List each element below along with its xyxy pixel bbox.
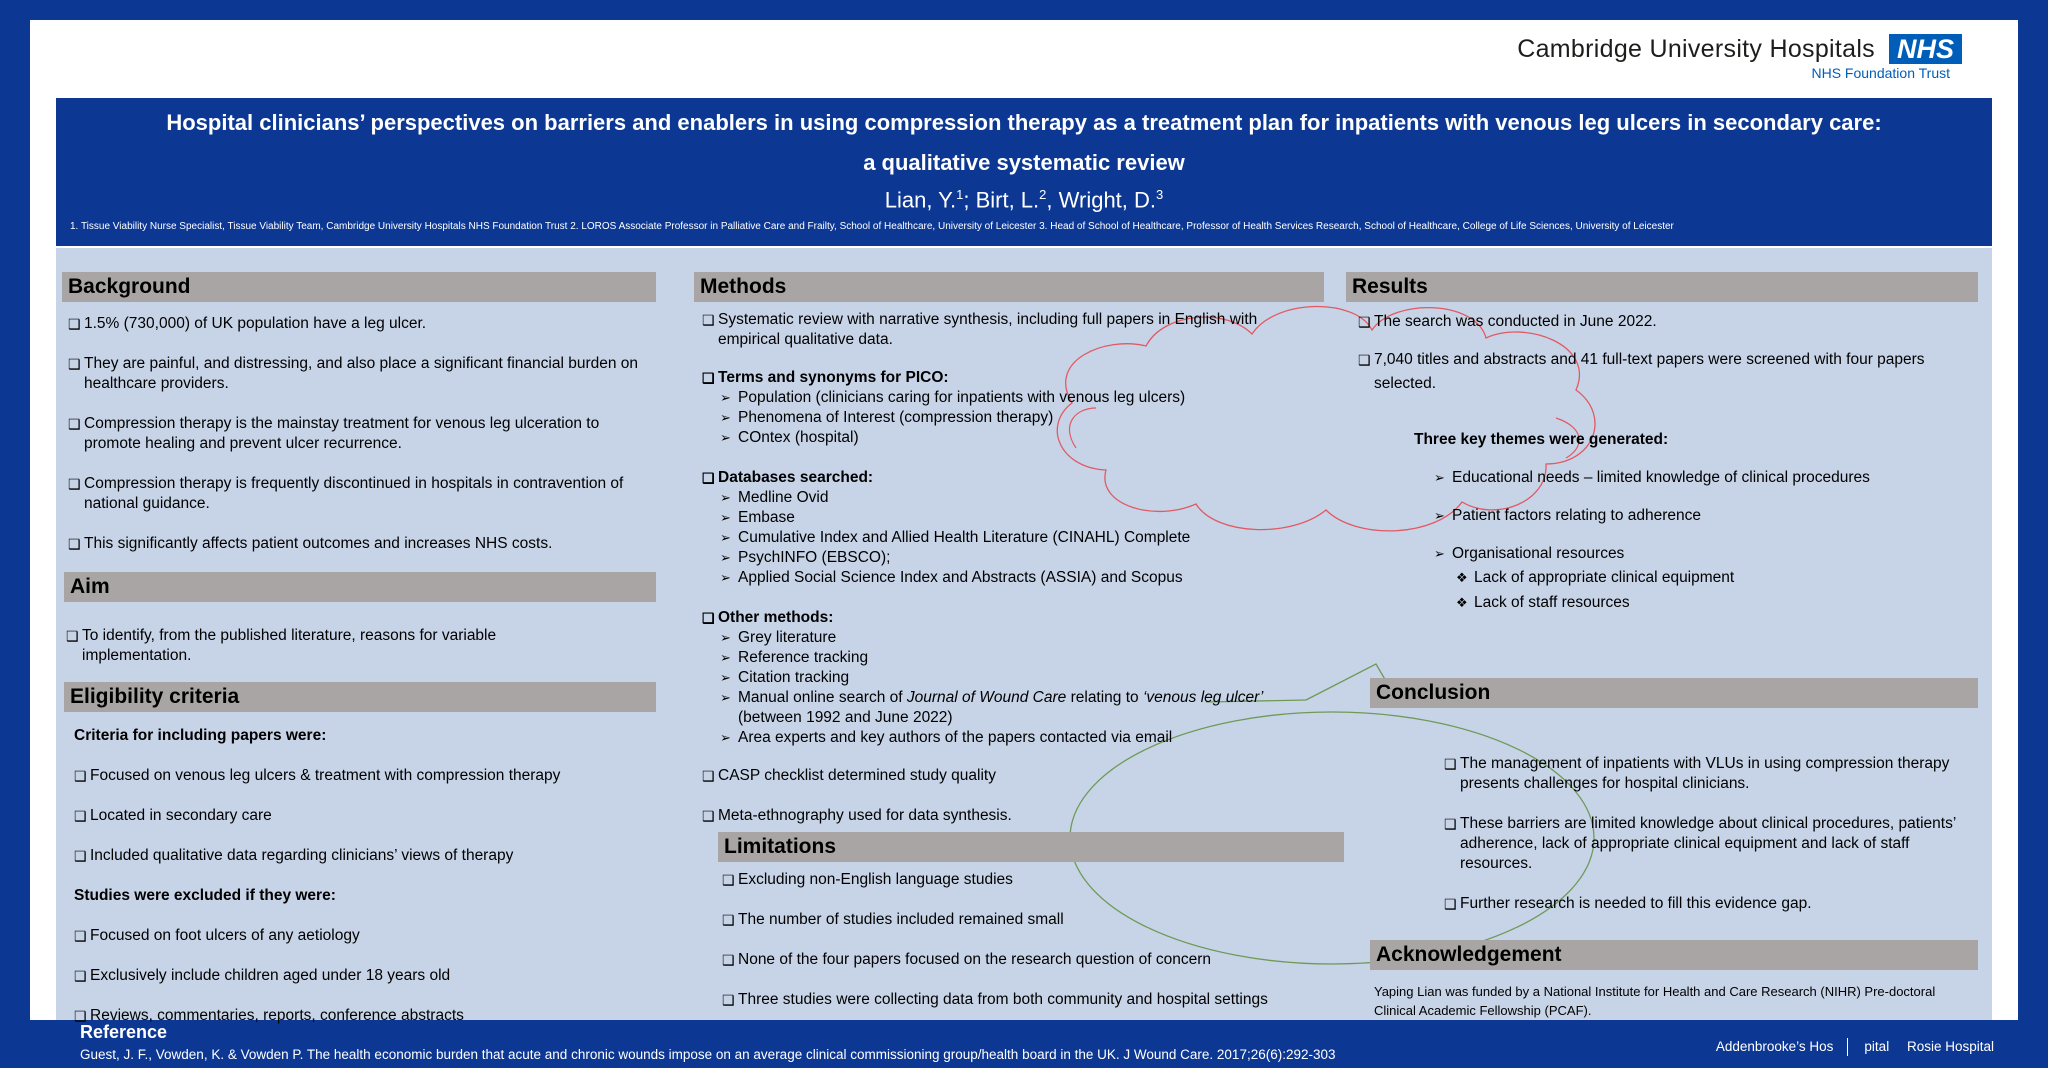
trust-logo [1517,34,1962,81]
checkbox-icon: ❑ [722,992,735,1008]
checkbox-icon: ❑ [702,312,715,328]
list-item: ❑ Compression therapy is the mainstay treatment for venous leg ulceration to promote healing and prevent ulcer recurrence. [68,415,600,452]
arrow-icon: ➢ [720,430,731,445]
arrow-icon: ➢ [720,670,731,685]
checkbox-icon: ❑ [68,416,81,432]
list-item: ❑ The number of studies included remained small [722,911,1064,928]
list-item: ➢ Area experts and key authors of the papers contacted via email [720,729,1173,746]
arrow-icon: ➢ [720,690,731,705]
list-item: ❑ These barriers are limited knowledge about clinical procedures, patients’ adherence, lack of appropriate clinical equipment and lack of staff resources. [1444,815,1956,872]
diamond-icon: ❖ [1456,570,1468,585]
diamond-icon: ❖ [1456,595,1468,610]
checkbox-icon: ❑ [68,536,81,552]
title-banner [56,98,1992,246]
list-item: ❑ Further research is needed to fill this evidence gap. [1444,895,1812,912]
reference-heading: Reference [80,1022,168,1042]
arrow-icon: ➢ [720,390,731,405]
list-item: ❑ Meta-ethnography used for data synthesis. [702,807,1012,824]
results-heading: Results [1346,272,1978,302]
list-item: ❑ Three studies were collecting data from both community and hospital settings [722,991,1268,1008]
list-item: ➢ Medline Ovid [720,489,829,506]
arrow-icon: ➢ [720,410,731,425]
logo-org-name: Cambridge University Hospitals [1517,34,1875,63]
content-panel [56,248,1992,1024]
checkbox-icon: ❑ [1358,314,1371,330]
checkbox-icon: ❑ [74,848,87,864]
checkbox-icon: ❑ [702,808,715,824]
list-item: ➢ Educational needs – limited knowledge of clinical procedures [1434,469,1870,486]
arrow-icon: ➢ [720,650,731,665]
background-heading: Background [62,272,656,302]
acknowledgement-text: Yaping Lian was funded by a National Institute for Health and Care Research (NIHR) Pre-doctoral Clinical Academic Fellowship (PCAF). [1374,984,1936,1018]
checkbox-icon: ❑ [74,928,87,944]
checkbox-icon: ❑ [702,610,715,626]
author-name: Birt, L. [975,187,1040,213]
hospital-sites [1702,1038,1994,1056]
author-sup: 3 [1156,187,1164,202]
list-item: ➢ PsychINFO (EBSCO); [720,549,891,566]
list-item: ❑ To identify, from the published literature, reasons for variable implementation. [66,627,497,664]
checkbox-icon: ❑ [68,476,81,492]
author-separator: , [1046,187,1059,213]
list-item: ❑ Excluding non-English language studies [722,871,1013,888]
checkbox-icon: ❑ [1444,896,1457,912]
methods-heading: Methods [694,272,1324,302]
poster-sheet [30,20,2018,1024]
list-item: ❖ Lack of appropriate clinical equipment [1456,569,1735,586]
author-separator: ; [963,187,976,213]
nhs-logo-icon: NHS [1889,34,1962,64]
pico-label: ❑ Terms and synonyms for PICO: [702,369,949,386]
list-item: ❑ Exclusively include children aged under 18 years old [74,967,451,984]
checkbox-icon: ❑ [722,912,735,928]
arrow-icon: ➢ [720,510,731,525]
checkbox-icon: ❑ [702,470,715,486]
list-item: ➢ Grey literature [720,629,837,646]
author-name: Wright, D. [1058,187,1157,213]
checkbox-icon: ❑ [722,952,735,968]
arrow-icon: ➢ [720,630,731,645]
checkbox-icon: ❑ [66,628,79,644]
poster-title-line1: Hospital clinicians’ perspectives on barriers and enablers in using compression therapy as a treatment plan for inpatients with venous leg ulcers in secondary care: [166,110,1882,135]
list-item: ➢ Organisational resources [1434,545,1625,562]
other-label: ❑ Other methods: [702,609,834,626]
checkbox-icon: ❑ [74,768,87,784]
conclusion-heading: Conclusion [1370,678,1978,708]
checkbox-icon: ❑ [74,968,87,984]
list-item: ➢ Citation tracking [720,669,850,686]
list-item: ➢ COntex (hospital) [720,429,859,446]
list-item: ❑ They are painful, and distressing, and also place a significant financial burden on healthcare providers. [68,355,639,392]
arrow-icon: ➢ [1434,470,1445,485]
list-item: ❑ Focused on foot ulcers of any aetiology [74,927,360,944]
arrow-icon: ➢ [720,490,731,505]
reference-text: Guest, J. F., Vowden, K. & Vowden P. The health economic burden that acute and chronic wounds impose on an average clinical commissioning group/health board in the UK. J Wound Care. 2017;26(6):292-303 [80,1047,1336,1062]
list-item: ❑ CASP checklist determined study quality [702,767,996,784]
eligibility-heading: Eligibility criteria [64,682,656,712]
checkbox-icon: ❑ [1358,352,1371,368]
list-item: ❑ Compression therapy is frequently discontinued in hospitals in contravention of national guidance. [68,475,624,512]
divider [1847,1038,1848,1056]
arrow-icon: ➢ [720,550,731,565]
list-item: ➢ Applied Social Science Index and Abstracts (ASSIA) and Scopus [720,569,1183,586]
author-list [56,182,1992,213]
list-item: ➢ Patient factors relating to adherence [1434,507,1702,524]
list-item: ❑ Included qualitative data regarding clinicians’ views of therapy [74,847,514,864]
list-item: ➢ Population (clinicians caring for inpatients with venous leg ulcers) [720,389,1186,406]
list-item: ➢ Phenomena of Interest (compression therapy) [720,409,1054,426]
include-label: Criteria for including papers were: [74,727,327,744]
list-item: ❑ Systematic review with narrative synthesis, including full papers in English with empirical qualitative data. [702,311,1258,348]
checkbox-icon: ❑ [1444,756,1457,772]
list-item: ➢ Cumulative Index and Allied Health Literature (CINAHL) Complete [720,529,1191,546]
limitations-heading: Limitations [718,832,1344,862]
logo-trust-name: NHS Foundation Trust [1811,65,1950,81]
site-name: Addenbrooke’s Hos pital [1702,1039,1889,1054]
db-label: ❑ Databases searched: [702,469,874,486]
poster-title-line2: a qualitative systematic review [863,150,1185,175]
list-item: ❖ Lack of staff resources [1456,594,1630,611]
affiliations: 1. Tissue Viability Nurse Specialist, Tissue Viability Team, Cambridge University Hospitals NHS Foundation Trust 2. LOROS Associate Professor in Palliative Care and Frailty, School of Healthcare, University of Leicester 3. Head of School of Healthcare, Professor of Health Services Research, School of Healthcare, College of Life Sciences, University of Leicester [70,221,1674,233]
arrow-icon: ➢ [720,730,731,745]
exclude-label: Studies were excluded if they were: [74,887,336,904]
list-item: ❑ None of the four papers focused on the research question of concern [722,951,1212,968]
list-item: ❑ This significantly affects patient outcomes and increases NHS costs. [68,535,553,552]
list-item: ❑ 1.5% (730,000) of UK population have a leg ulcer. [68,315,427,332]
arrow-icon: ➢ [720,530,731,545]
list-item: ➢ Embase [720,509,795,526]
list-item: ➢ Reference tracking [720,649,869,666]
checkbox-icon: ❑ [722,872,735,888]
list-item: ❑ Focused on venous leg ulcers & treatment with compression therapy [74,767,561,784]
author-sup: 2 [1039,187,1047,202]
list-item: ❑ Reviews, commentaries, reports, conference abstracts [74,1007,464,1024]
checkbox-icon: ❑ [702,768,715,784]
list-item: ❑ Located in secondary care [74,807,272,824]
list-item: ❑ The management of inpatients with VLUs in using compression therapy presents challenges for hospital clinicians. [1444,755,1950,792]
checkbox-icon: ❑ [68,356,81,372]
checkbox-icon: ❑ [74,1008,87,1024]
arrow-icon: ➢ [720,570,731,585]
author-name: Lian, Y. [884,187,957,213]
checkbox-icon: ❑ [702,370,715,386]
checkbox-icon: ❑ [1444,816,1457,832]
list-item: ❑ 7,040 titles and abstracts and 41 full-text papers were screened with four papers selected. [1358,348,1968,396]
site-name: Rosie Hospital [1906,1038,1994,1054]
list-item: ❑ The search was conducted in June 2022. [1358,313,1657,330]
acknowledgement-heading: Acknowledgement [1370,940,1978,970]
author-sup: 1 [956,187,964,202]
checkbox-icon: ❑ [68,316,81,332]
list-item: ➢ Manual online search of Journal of Wound Care relating to ‘venous leg ulcer’ (between 1992 and June 2022) [720,689,1264,726]
themes-label: Three key themes were generated: [1414,431,1669,448]
arrow-icon: ➢ [1434,546,1445,561]
arrow-icon: ➢ [1434,508,1445,523]
checkbox-icon: ❑ [74,808,87,824]
aim-heading: Aim [64,572,656,602]
